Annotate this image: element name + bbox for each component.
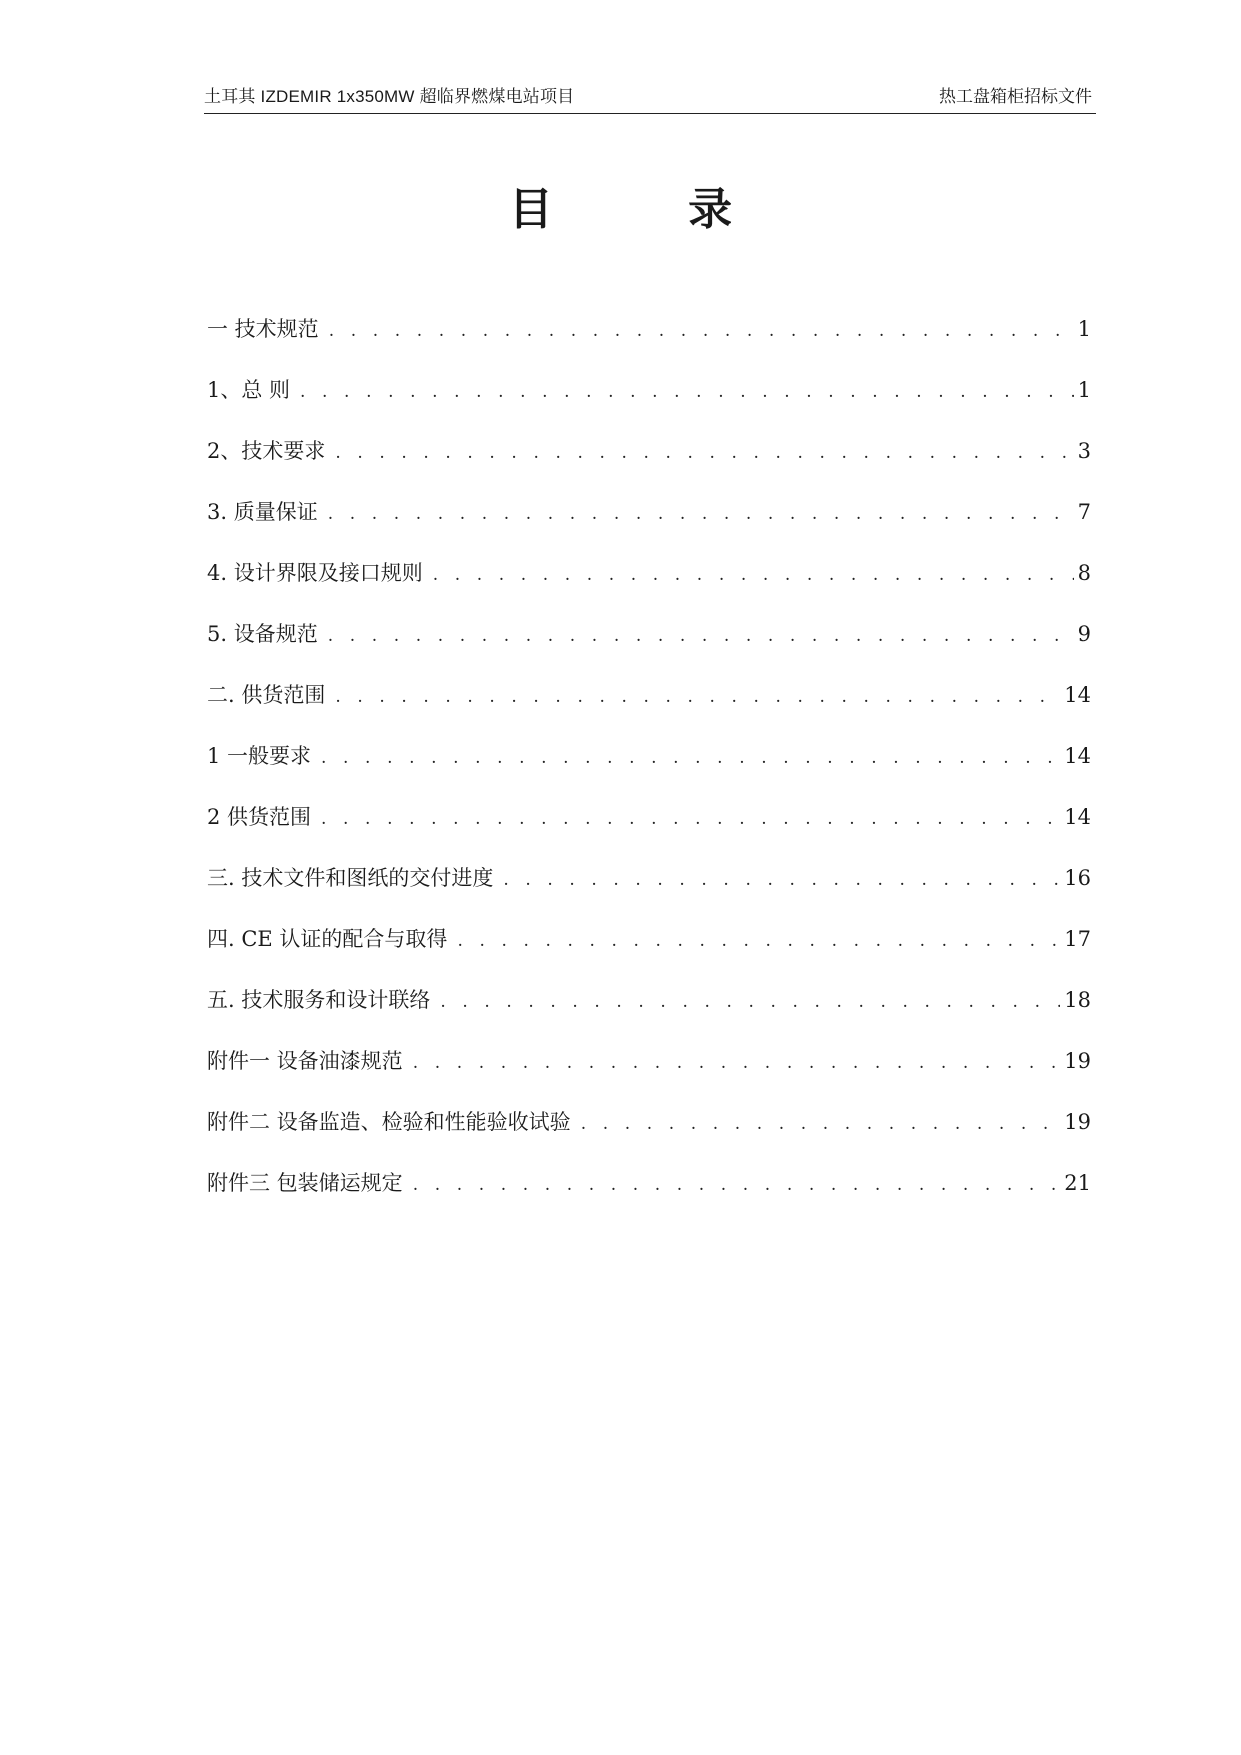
toc-entry-label: 2、技术要求 bbox=[207, 439, 326, 463]
toc-entry[interactable] bbox=[207, 920, 1091, 981]
toc-dot-leader bbox=[328, 495, 1074, 533]
toc-entry-page: 18 bbox=[1064, 988, 1091, 1012]
toc-entry-label: 五. 技术服务和设计联络 bbox=[207, 988, 431, 1012]
toc-entry[interactable] bbox=[207, 493, 1091, 554]
toc-entry-page: 19 bbox=[1064, 1110, 1091, 1134]
toc-entry-page: 9 bbox=[1077, 622, 1091, 646]
toc-entry-label: 4. 设计界限及接口规则 bbox=[207, 561, 423, 585]
toc-entry-label: 附件二 设备监造、检验和性能验收试验 bbox=[207, 1110, 571, 1134]
toc-entry[interactable] bbox=[207, 615, 1091, 676]
toc-entry-page: 1 bbox=[1077, 317, 1091, 341]
toc-entry[interactable] bbox=[207, 1103, 1091, 1164]
toc-dot-leader bbox=[300, 373, 1074, 411]
header-document-title: 热工盘箱柜招标文件 bbox=[939, 87, 1092, 107]
toc-entry-label: 一 技术规范 bbox=[207, 317, 319, 341]
toc-dot-leader bbox=[503, 861, 1060, 899]
table-of-contents bbox=[207, 310, 1091, 1225]
toc-entry[interactable] bbox=[207, 371, 1091, 432]
toc-entry-page: 19 bbox=[1064, 1049, 1091, 1073]
toc-entry-page: 14 bbox=[1064, 805, 1091, 829]
toc-entry-label: 三. 技术文件和图纸的交付进度 bbox=[207, 866, 494, 890]
toc-dot-leader bbox=[457, 922, 1060, 960]
header-project-title: 土耳其 IZDEMIR 1x350MW 超临界燃煤电站项目 bbox=[204, 87, 575, 106]
toc-entry-label: 2 供货范围 bbox=[207, 805, 312, 829]
toc-dot-leader bbox=[581, 1105, 1061, 1143]
toc-dot-leader bbox=[321, 739, 1060, 777]
toc-entry[interactable] bbox=[207, 1042, 1091, 1103]
toc-entry[interactable] bbox=[207, 981, 1091, 1042]
toc-dot-leader bbox=[321, 800, 1060, 838]
toc-entry[interactable] bbox=[207, 798, 1091, 859]
toc-dot-leader bbox=[433, 556, 1074, 594]
toc-entry[interactable] bbox=[207, 310, 1091, 371]
toc-entry[interactable] bbox=[207, 737, 1091, 798]
toc-entry-page: 17 bbox=[1064, 927, 1091, 951]
toc-entry-page: 3 bbox=[1077, 439, 1091, 463]
toc-title: 目 录 bbox=[508, 184, 793, 235]
toc-entry-page: 7 bbox=[1077, 500, 1091, 524]
toc-entry[interactable] bbox=[207, 554, 1091, 615]
toc-entry[interactable] bbox=[207, 432, 1091, 493]
toc-dot-leader bbox=[440, 983, 1060, 1021]
toc-entry-label: 1、总 则 bbox=[207, 378, 291, 402]
toc-entry-label: 附件三 包装储运规定 bbox=[207, 1171, 403, 1195]
toc-entry[interactable] bbox=[207, 1164, 1091, 1225]
toc-entry-page: 8 bbox=[1077, 561, 1091, 585]
toc-dot-leader bbox=[413, 1166, 1061, 1204]
toc-entry-page: 21 bbox=[1064, 1171, 1091, 1195]
toc-entry-label: 5. 设备规范 bbox=[207, 622, 318, 646]
toc-dot-leader bbox=[413, 1044, 1061, 1082]
toc-entry[interactable] bbox=[207, 676, 1091, 737]
toc-entry[interactable] bbox=[207, 859, 1091, 920]
toc-entry-page: 1 bbox=[1077, 378, 1091, 402]
toc-entry-label: 四. CE 认证的配合与取得 bbox=[207, 927, 448, 951]
toc-entry-page: 14 bbox=[1064, 744, 1091, 768]
toc-entry-page: 16 bbox=[1064, 866, 1091, 890]
toc-entry-page: 14 bbox=[1064, 683, 1091, 707]
toc-dot-leader bbox=[335, 678, 1060, 716]
toc-entry-label: 附件一 设备油漆规范 bbox=[207, 1049, 403, 1073]
toc-entry-label: 3. 质量保证 bbox=[207, 500, 318, 524]
toc-entry-label: 二. 供货范围 bbox=[207, 683, 326, 707]
toc-dot-leader bbox=[335, 434, 1073, 472]
toc-dot-leader bbox=[328, 617, 1074, 655]
toc-dot-leader bbox=[329, 312, 1074, 350]
page-header bbox=[204, 84, 1096, 114]
toc-entry-label: 1 一般要求 bbox=[207, 744, 312, 768]
